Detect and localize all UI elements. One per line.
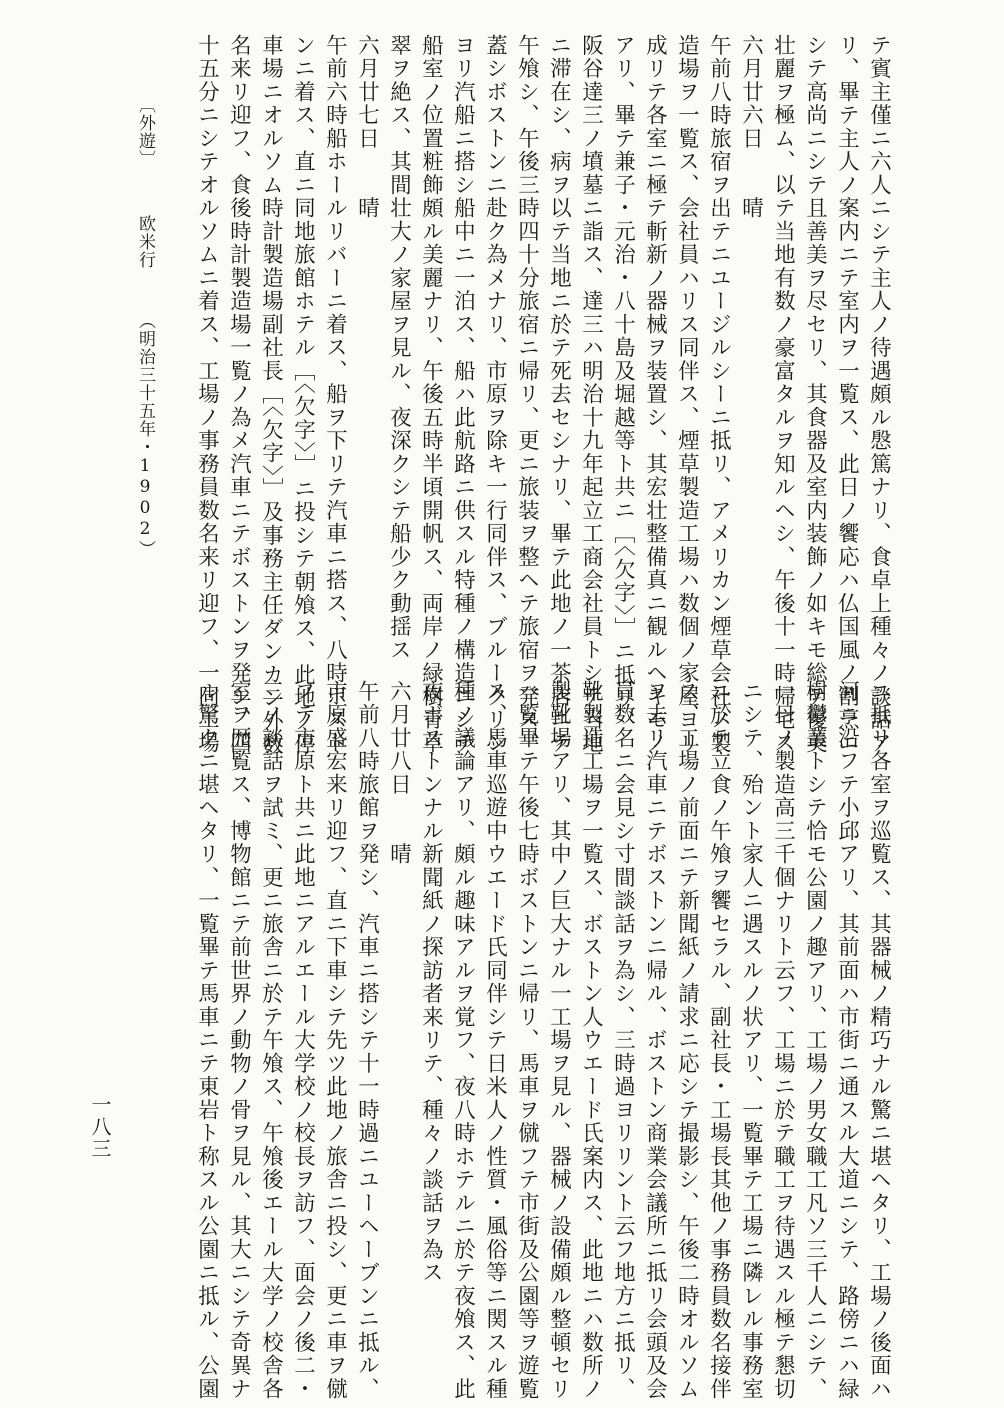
text-column: 造場ヲ一覧ス、会社員ハリス同伴ス、煙草製造工場ハ数個ノ家屋ヨリ (674, 34, 700, 755)
header-year: （明治三十五年・1902） (135, 312, 155, 558)
text-column: 壮麗ヲ極ム、以テ当地有数ノ豪富タルヲ知ルヘシ、午後十一時帰宅ス (770, 34, 796, 755)
text-column: ス、馬車巡遊中ウエード氏同伴シテ日米人ノ性質・風俗等ニ関スル種 (482, 680, 508, 1401)
text-column: フテ市原ト共ニ此地ニアルエール大学校ノ校長ヲ訪フ、面会ノ後二・ (290, 680, 316, 1401)
text-column: 船室ノ位置粧飾頗ル美麗ナリ、午後五時半頃開帆ス、両岸ノ緑樹青草 (418, 34, 444, 755)
text-column: 一覧畢テ午後七時ボストンニ帰リ、馬車ヲ僦フテ市街及公園等ヲ遊覧 (514, 680, 540, 1401)
text-column: 阪谷達三ノ墳墓ニ詣ス、達三ハ明治十九年起立工商会社員トシテ当地 (578, 34, 604, 755)
text-column: 車場ニオルソム時計製造場副社長［〈欠字〉］及事務主任ダンカン外数 (258, 34, 284, 757)
text-column: 午飧シ、午後三時四十分旅宿ニ帰リ、更ニ旅装ヲ整ヘテ旅宿ヲ発ス、 (514, 34, 540, 755)
text-column: ヲ去リ汽車ニテボストンニ帰ル、ボストン商業会議所ニ抵リ会頭及会 (642, 680, 668, 1401)
text-column: シテ高尚ニシテ且善美ヲ尽セリ、其食器及室内装飾ノ如キモ総テ優美 (802, 34, 828, 755)
text-column: 種ノ議論アリ、頗ル趣味アルヲ覚フ、夜八時ホテルニ於テ夜飧ス、此 (450, 680, 476, 1401)
date-heading: 六月廿六日 晴 (738, 34, 764, 220)
text-column: ニ滞在シ、病ヲ以テ当地ニ於テ死去セシナリ、畢テ此地ノ一茶店ニテ (546, 34, 572, 755)
upper-text-block (0, 34, 1004, 757)
text-column: ヨリ汽船ニ搭シ船中ニ一泊ス、船ハ此航路ニ供スル特種ノ構造ニシテ (450, 34, 476, 755)
text-column: 靴製造工場ヲ一覧ス、ボストン人ウエード氏案内ス、此地ニハ数所ノ (578, 680, 604, 1401)
header-bracket-label: 〔外遊〕 (135, 96, 155, 168)
text-column: 午前六時船ホールリバーニ着ス、船ヲ下リテ汽車ニ搭ス、八時ボスト (322, 34, 348, 755)
text-column: ニ抵リ各室ヲ巡覧ス、其器械ノ精巧ナル驚ニ堪ヘタリ、工場ノ後面ハ (866, 680, 892, 1401)
text-column: 製靴場アリ、其中ノ巨大ナル一工場ヲ見ル、器械ノ設備頗ル整頓セリ (546, 680, 572, 1401)
running-header (136, 96, 153, 558)
text-column: リ、畢テ主人ノ案内ニテ室内ヲ一覧ス、此日ノ饗応ハ仏国風ノ割烹ニ (834, 34, 860, 755)
text-column: 翠ヲ絶ス、其間壮大ノ家屋ヲ見ル、夜深クシテ船少ク動揺ス (386, 34, 412, 662)
text-column: 河ニ沿フテ小邱アリ、其前面ハ市街ニ通スル大道ニシテ、路傍ニハ緑 (834, 680, 860, 1401)
text-column: 蓋シボストンニ赴ク為メナリ、市原ヲ除キ一行同伴ス、ブルークリン (482, 34, 508, 755)
text-column: ンニ着ス、直ニ同地旅館ホテル［〈欠字〉］ニ投シテ朝飧ス、此地ノ停 (290, 34, 316, 757)
text-column: 室ヲ歴覧ス、博物館ニテ前世界ノ動物ノ骨ヲ見ル、其大ニシテ奇異ナ (226, 680, 252, 1401)
text-column: アリ、畢テ兼子・元治・八十島及堀越等ト共ニ［〈欠字〉］ニ抵リ、 (610, 34, 636, 734)
text-column: 三ノ談話ヲ試ミ、更ニ旅舎ニ於テ午飧ス、午飧後エール大学ノ校舎各 (258, 680, 284, 1401)
page-number: 一八三 (88, 1094, 112, 1160)
text-column: 成リテ各室ニ極テ斬新ノ器械ヲ装置シ、其宏壮整備真ニ観ルヘキモノ (642, 34, 668, 755)
text-column: ニ於テ立食ノ午飧ヲ饗セラル、副社長・工場長其他ノ事務員数名接伴 (706, 680, 732, 1401)
text-column: 十五分ニシテオルソムニ着ス、工場ノ事務員数名来リ迎フ、一同工場 (194, 34, 220, 755)
date-heading: 六月廿八日 晴 (386, 680, 412, 866)
text-column: 樹鬱叢トシテ恰モ公園ノ趣アリ、工場ノ男女職工凡ソ三千人ニシテ、 (802, 680, 828, 1401)
header-title: 欧米行 (135, 215, 155, 269)
text-column: ル驚クニ堪ヘタリ、一覧畢テ馬車ニテ東岩ト称スル公園ニ抵ル、公園 (194, 680, 220, 1401)
text-column: 市原盛宏来リ迎フ、直ニ下車シテ先ツ此地ノ旅舎ニ投シ、更ニ車ヲ僦 (322, 680, 348, 1401)
text-column: ス、工場ノ前面ニテ新聞紙ノ請求ニ応シテ撮影シ、午後二時オルソム (674, 680, 700, 1401)
text-column: 員数名ニ会見シ寸間談話ヲ為シ、三時過ヨリリント云フ地方ニ抵リ、 (610, 680, 636, 1401)
text-column: 午前八時旅館ヲ発シ、汽車ニ搭シテ十一時過ニユーヘーブンニ抵ル、 (354, 680, 380, 1401)
lower-text-block (0, 680, 1004, 1401)
date-heading: 六月廿七日 晴 (354, 34, 380, 220)
text-column: 夜ボストンナル新聞紙ノ探訪者来リテ、種々ノ談話ヲ為ス (418, 680, 444, 1285)
text-column: ニシテ、殆ント家人ニ遇スルノ状アリ、一覧畢テ工場ニ隣レル事務室 (738, 680, 764, 1401)
text-column: 午前八時旅宿ヲ出テニユージルシーニ抵リ、アメリカン煙草会社ノ製 (706, 34, 732, 755)
text-column: テ賓主僅ニ六人ニシテ主人ノ待遇頗ル慇篤ナリ、食卓上種々ノ談話ア (866, 34, 892, 755)
text-column: 名来リ迎フ、食後時計製造場一覧ノ為メ汽車ニテボストンヲ発シ、四 (226, 34, 252, 755)
text-column: 一日ノ製造高三千個ナリト云フ、工場ニ於テ職工ヲ待遇スル極テ懇切 (770, 680, 796, 1401)
